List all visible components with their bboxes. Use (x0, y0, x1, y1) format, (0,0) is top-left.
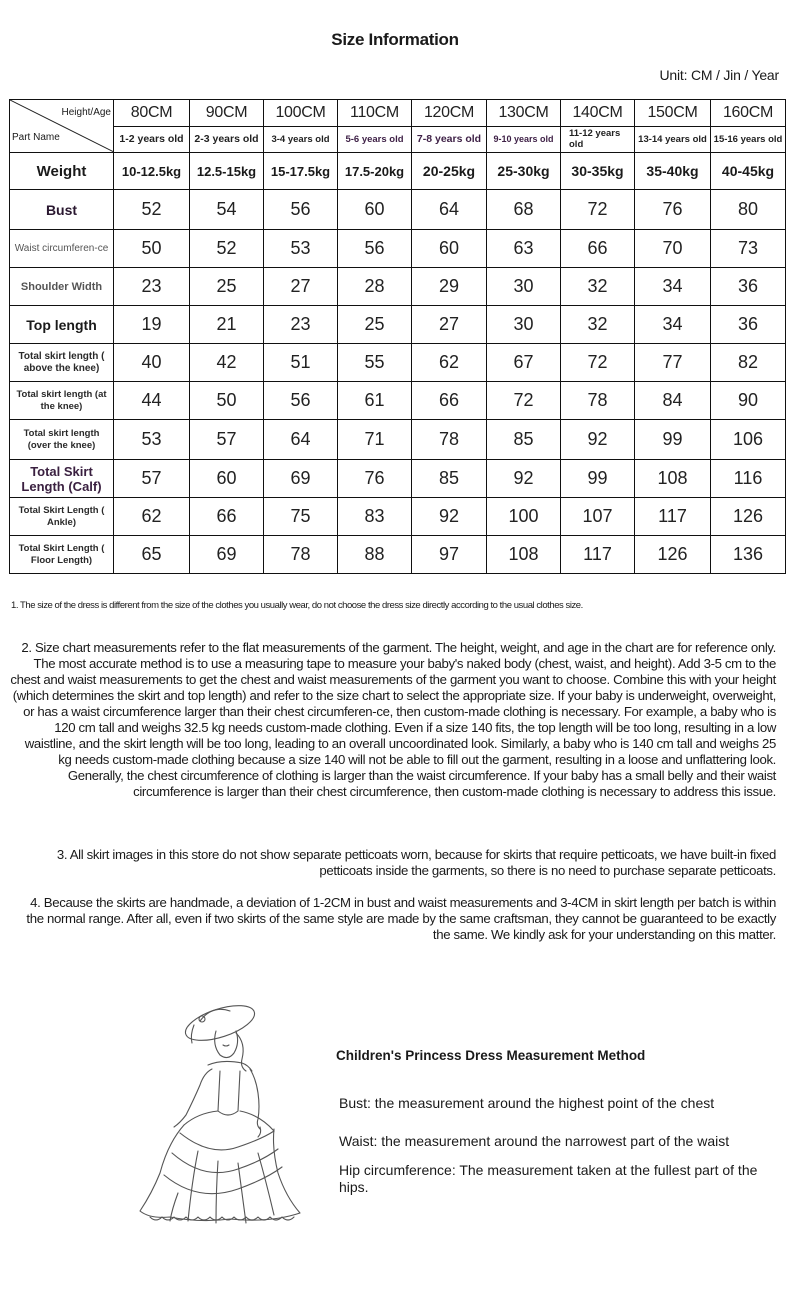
cell-value: 44 (114, 382, 190, 420)
cell-value: 92 (487, 460, 561, 498)
cell-value: 57 (114, 460, 190, 498)
cell-value: 77 (635, 344, 711, 382)
age-header: 13-14 years old (635, 126, 711, 153)
cell-value: 82 (711, 344, 786, 382)
cell-value: 107 (561, 498, 635, 536)
cell-value: 56 (338, 230, 412, 268)
cell-value: 34 (635, 268, 711, 306)
cell-value: 55 (338, 344, 412, 382)
cell-value: 97 (412, 536, 487, 574)
table-row-skirt-above-knee (10, 344, 786, 382)
cell-value: 83 (338, 498, 412, 536)
cell-value: 51 (264, 344, 338, 382)
cell-value: 66 (561, 230, 635, 268)
cell-value: 30 (487, 306, 561, 344)
header-row-ages (10, 126, 786, 153)
cell-value: 29 (412, 268, 487, 306)
cell-value: 61 (338, 382, 412, 420)
cell-value: 60 (412, 230, 487, 268)
height-header: 110CM (338, 100, 412, 127)
cell-value: 57 (190, 420, 264, 460)
age-header: 11-12 years old (561, 126, 635, 153)
cell-value: 92 (412, 498, 487, 536)
cell-value: 99 (635, 420, 711, 460)
cell-value: 36 (711, 306, 786, 344)
cell-value: 69 (190, 536, 264, 574)
age-header: 5-6 years old (338, 126, 412, 153)
cell-value: 21 (190, 306, 264, 344)
weight-value: 12.5-15kg (190, 153, 264, 190)
measurement-method-title: Children's Princess Dress Measurement Method (336, 1048, 646, 1063)
row-label: Shoulder Width (10, 268, 114, 306)
cell-value: 23 (264, 306, 338, 344)
weight-value: 15-17.5kg (264, 153, 338, 190)
cell-value: 72 (487, 382, 561, 420)
table-row-waist (10, 230, 786, 268)
row-label: Bust (10, 190, 114, 230)
age-header: 1-2 years old (114, 126, 190, 153)
age-header: 15-16 years old (711, 126, 786, 153)
cell-value: 106 (711, 420, 786, 460)
weight-value: 20-25kg (412, 153, 487, 190)
cell-value: 69 (264, 460, 338, 498)
cell-value: 76 (338, 460, 412, 498)
cell-value: 100 (487, 498, 561, 536)
cell-value: 78 (264, 536, 338, 574)
weight-value: 30-35kg (561, 153, 635, 190)
cell-value: 54 (190, 190, 264, 230)
cell-value: 53 (114, 420, 190, 460)
cell-value: 90 (711, 382, 786, 420)
cell-value: 85 (487, 420, 561, 460)
table-row-top-length (10, 306, 786, 344)
cell-value: 32 (561, 306, 635, 344)
cell-value: 78 (412, 420, 487, 460)
cell-value: 63 (487, 230, 561, 268)
cell-value: 62 (412, 344, 487, 382)
cell-value: 73 (711, 230, 786, 268)
note-4: 4. Because the skirts are handmade, a deviation of 1-2CM in bust and waist measurements and 3-4CM in skirt length per batch is within the normal range. After all, even if two skirts of the same style are made by the same craftsman, they cannot be guaranteed to be exactly the same. We kindly ask for your understanding on this matter. (26, 895, 776, 942)
row-label: Top length (10, 306, 114, 344)
cell-value: 70 (635, 230, 711, 268)
waist-definition: Waist: the measurement around the narrowest part of the waist (339, 1133, 730, 1149)
cell-value: 66 (190, 498, 264, 536)
weight-value: 35-40kg (635, 153, 711, 190)
row-label: Total Skirt Length (Calf) (10, 460, 114, 498)
weight-value: 40-45kg (711, 153, 786, 190)
table-row-weight (10, 153, 786, 190)
row-label: Total Skirt Length ( Ankle) (10, 498, 114, 536)
row-label: Total skirt length (at the knee) (10, 382, 114, 420)
cell-value: 126 (711, 498, 786, 536)
unit-label: Unit: CM / Jin / Year (659, 67, 779, 83)
cell-value: 64 (264, 420, 338, 460)
cell-value: 72 (561, 190, 635, 230)
height-header: 80CM (114, 100, 190, 127)
cell-value: 40 (114, 344, 190, 382)
cell-value: 27 (264, 268, 338, 306)
cell-value: 67 (487, 344, 561, 382)
cell-value: 50 (114, 230, 190, 268)
row-label: Total skirt length ( above the knee) (10, 344, 114, 382)
note-3: 3. All skirt images in this store do not show separate petticoats worn, because for skirts that require petticoats, we have built-in fixed petticoats inside the garments, so there is no need to purchase separate petticoats. (56, 847, 776, 878)
cell-value: 136 (711, 536, 786, 574)
cell-value: 19 (114, 306, 190, 344)
cell-value: 126 (635, 536, 711, 574)
height-header: 150CM (635, 100, 711, 127)
cell-value: 75 (264, 498, 338, 536)
cell-value: 52 (190, 230, 264, 268)
table-row-skirt-floor (10, 536, 786, 574)
cell-value: 32 (561, 268, 635, 306)
row-label: Waist circumferen-ce (10, 230, 114, 268)
cell-value: 23 (114, 268, 190, 306)
weight-value: 17.5-20kg (338, 153, 412, 190)
cell-value: 62 (114, 498, 190, 536)
cell-value: 78 (561, 382, 635, 420)
cell-value: 92 (561, 420, 635, 460)
height-header: 100CM (264, 100, 338, 127)
cell-value: 68 (487, 190, 561, 230)
cell-value: 25 (338, 306, 412, 344)
cell-value: 34 (635, 306, 711, 344)
corner-part-name-label: Part Name (12, 132, 60, 143)
table-row-skirt-over-knee (10, 420, 786, 460)
height-header: 160CM (711, 100, 786, 127)
row-label: Total skirt length (over the knee) (10, 420, 114, 460)
cell-value: 50 (190, 382, 264, 420)
cell-value: 60 (190, 460, 264, 498)
note-1: 1. The size of the dress is different from the size of the clothes you usually wear, do not choose the dress size directly according to the usual clothes size. (11, 600, 583, 611)
table-row-skirt-calf (10, 460, 786, 498)
cell-value: 65 (114, 536, 190, 574)
cell-value: 99 (561, 460, 635, 498)
weight-value: 25-30kg (487, 153, 561, 190)
table-row-shoulder (10, 268, 786, 306)
cell-value: 53 (264, 230, 338, 268)
cell-value: 60 (338, 190, 412, 230)
age-header: 2-3 years old (190, 126, 264, 153)
cell-value: 76 (635, 190, 711, 230)
cell-value: 71 (338, 420, 412, 460)
table-row-skirt-ankle (10, 498, 786, 536)
cell-value: 27 (412, 306, 487, 344)
cell-value: 52 (114, 190, 190, 230)
cell-value: 30 (487, 268, 561, 306)
cell-value: 25 (190, 268, 264, 306)
height-header: 140CM (561, 100, 635, 127)
cell-value: 117 (561, 536, 635, 574)
age-header: 9-10 years old (487, 126, 561, 153)
cell-value: 108 (635, 460, 711, 498)
corner-cell (10, 100, 114, 153)
cell-value: 42 (190, 344, 264, 382)
cell-value: 117 (635, 498, 711, 536)
cell-value: 84 (635, 382, 711, 420)
age-header: 3-4 years old (264, 126, 338, 153)
cell-value: 72 (561, 344, 635, 382)
cell-value: 108 (487, 536, 561, 574)
cell-value: 116 (711, 460, 786, 498)
princess-dress-sketch-icon (128, 993, 323, 1243)
height-header: 90CM (190, 100, 264, 127)
page-title: Size Information (331, 30, 459, 49)
cell-value: 80 (711, 190, 786, 230)
bust-definition: Bust: the measurement around the highest point of the chest (339, 1095, 715, 1111)
cell-value: 66 (412, 382, 487, 420)
height-header: 130CM (487, 100, 561, 127)
cell-value: 85 (412, 460, 487, 498)
table-row-bust (10, 190, 786, 230)
corner-height-age-label: Height/Age (61, 107, 111, 118)
note-2: 2. Size chart measurements refer to the flat measurements of the garment. The height, weight, and age in the chart are for reference only. The most accurate method is to use a measuring tape to measure your baby's naked body (chest, waist, and height). Add 3-5 cm to the chest and waist measurements to get the chest and waist measurements of the garment you want to choose. Combine this with your height (which determines the skirt and top length) and refer to the size chart to select the appropriate size. If your baby is underweight, overweight, or has a waist circumference larger than their chest circumferen-ce, then custom-made clothing is necessary. For example, a baby who is 120 cm tall and weighs 32.5 kg needs custom-made clothing. Even if a size 140 fits, the top length will be too long, resulting in a low waistline, and the skirt length will be too long, leading to an overall uncoordinated look. Similarly, a baby who is 140 cm tall and weighs 25 kg needs custom-made clothing because a size 140 will not be able to fill out the garment, resulting in a loose and unflattering look. Generally, the chest circumference of clothing is larger than the waist circumference. If your baby has a small belly and their waist circumference is larger than their chest circumference, then custom-made clothing is necessary to address this issue. (10, 640, 776, 799)
cell-value: 64 (412, 190, 487, 230)
height-header: 120CM (412, 100, 487, 127)
table-row-skirt-at-knee (10, 382, 786, 420)
cell-value: 36 (711, 268, 786, 306)
cell-value: 56 (264, 382, 338, 420)
cell-value: 28 (338, 268, 412, 306)
row-label-weight: Weight (10, 153, 114, 190)
hip-definition: Hip circumference: The measurement taken at the fullest part of the hips. (339, 1162, 758, 1195)
row-label: Total Skirt Length ( Floor Length) (10, 536, 114, 574)
cell-value: 88 (338, 536, 412, 574)
weight-value: 10-12.5kg (114, 153, 190, 190)
cell-value: 56 (264, 190, 338, 230)
header-row-heights (10, 100, 786, 127)
age-header: 7-8 years old (412, 126, 487, 153)
size-chart-table (9, 99, 786, 574)
